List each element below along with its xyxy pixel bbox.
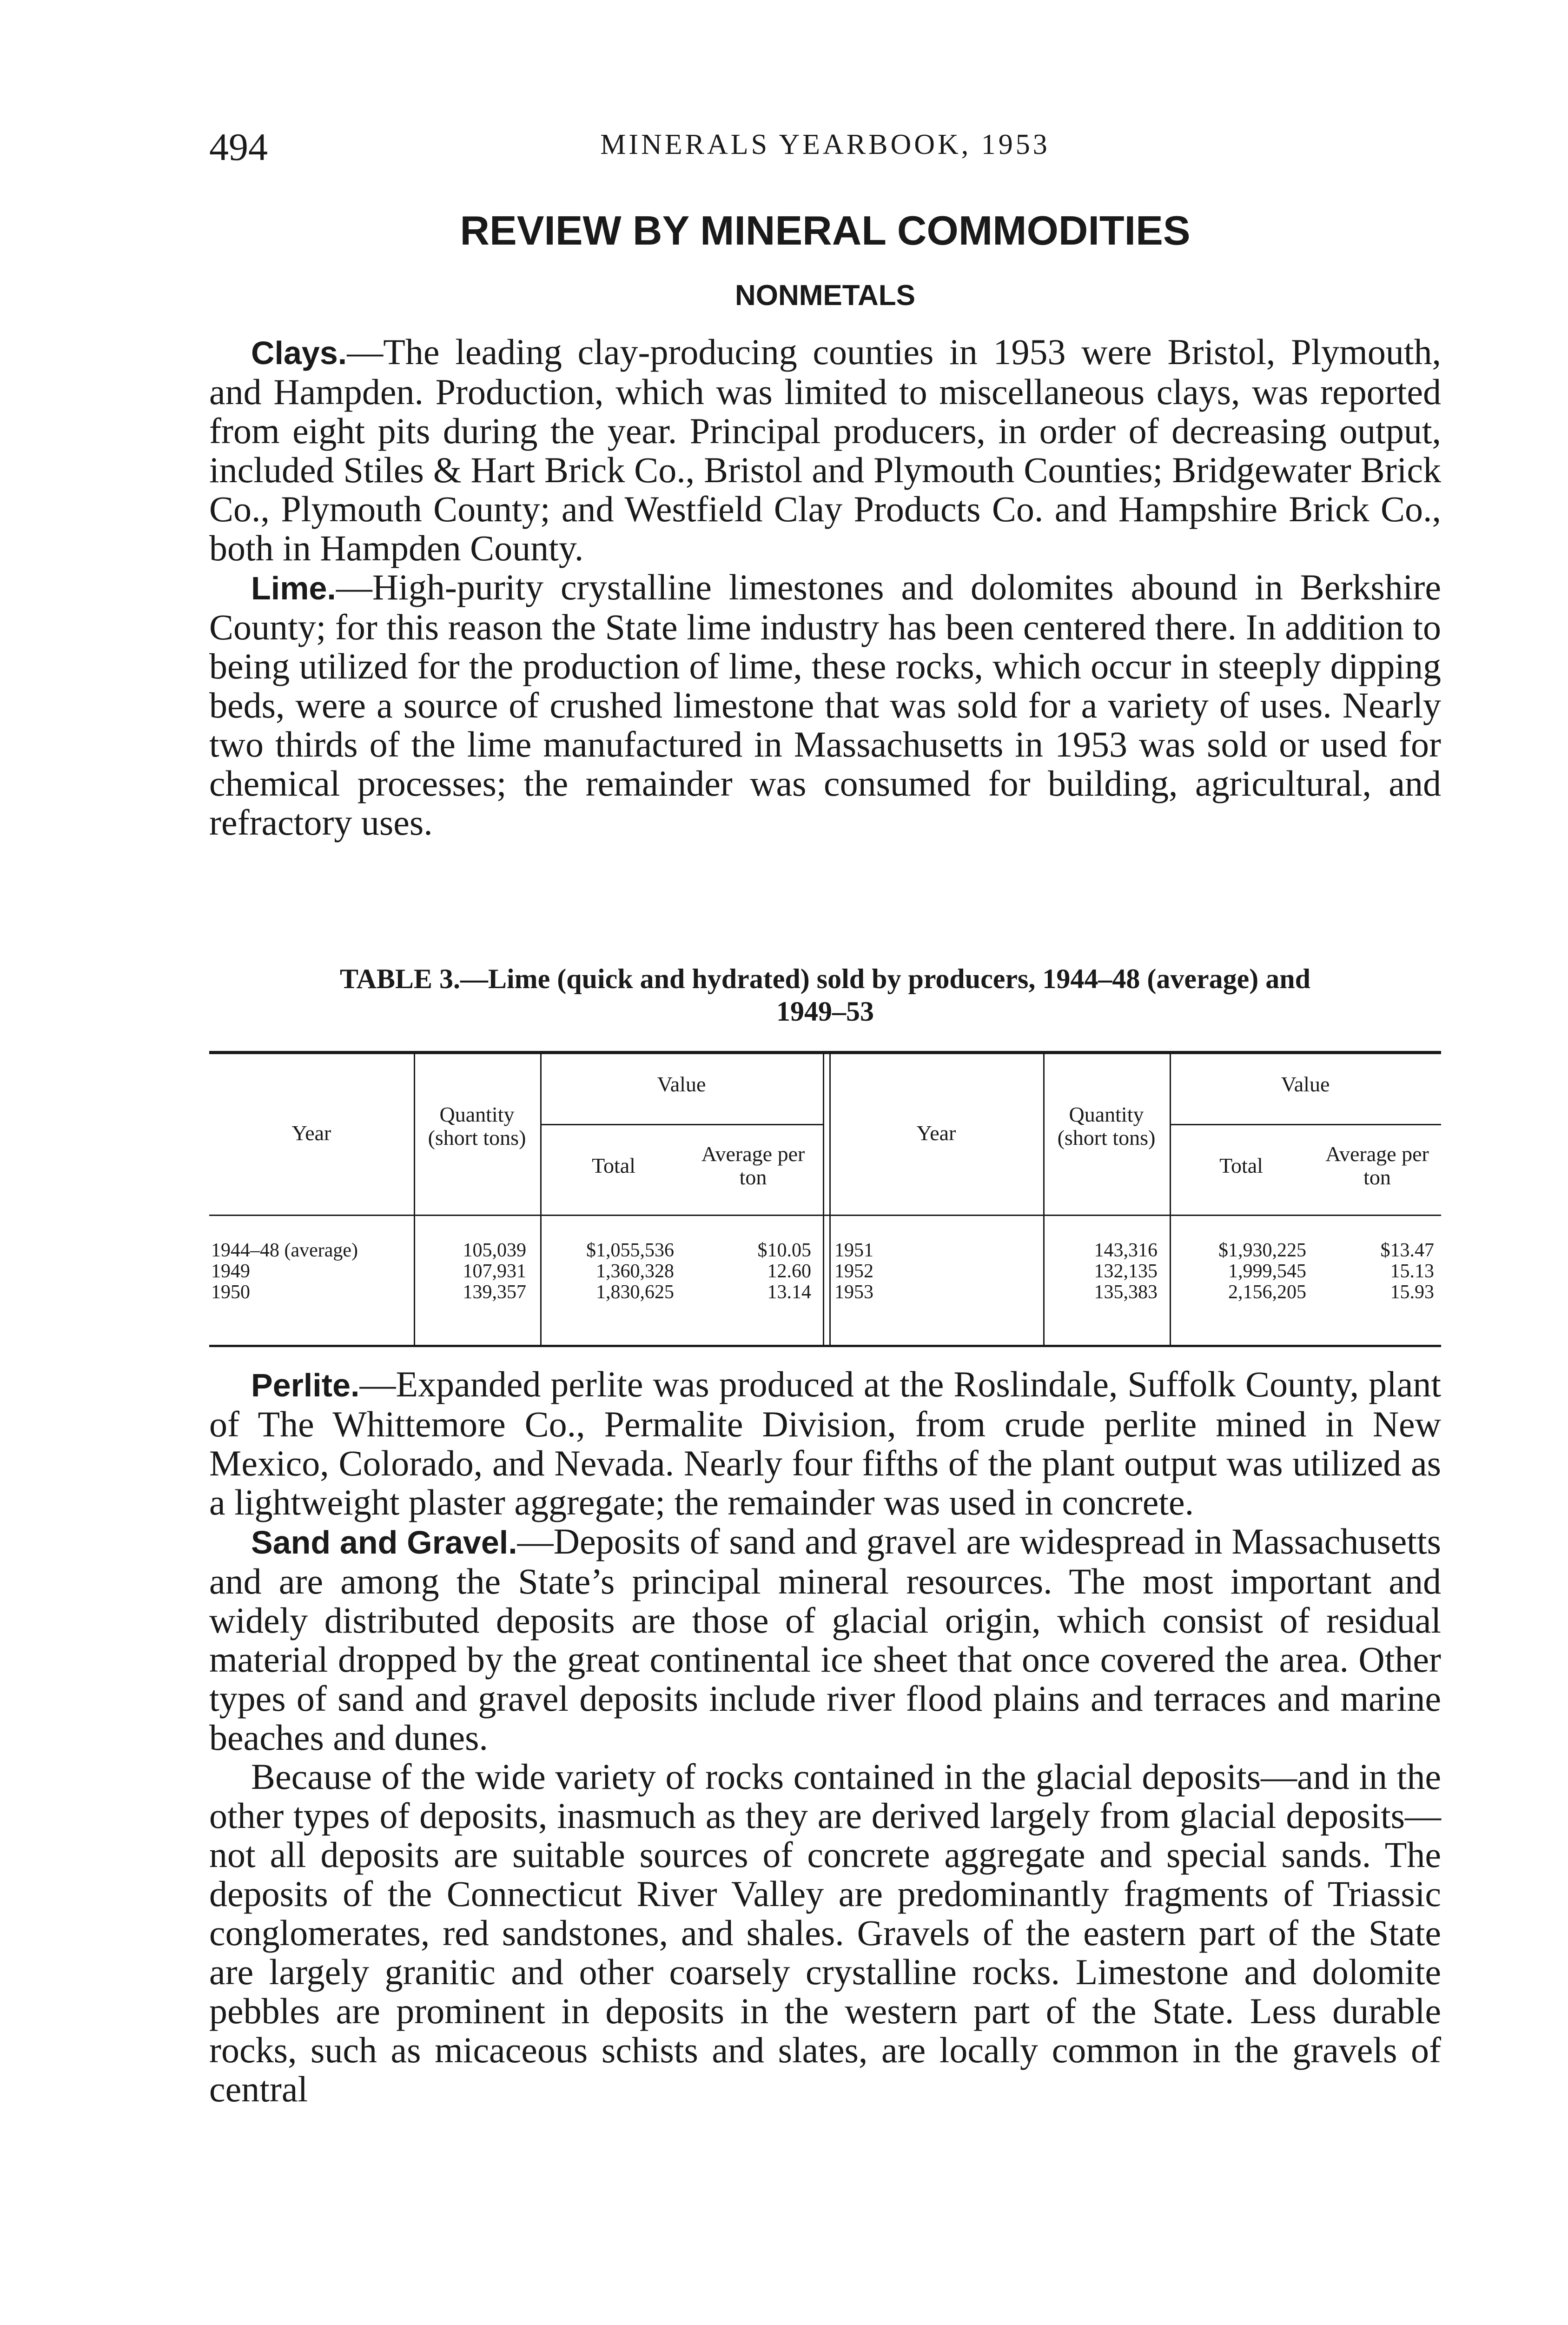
quantity-cell: 132,135	[1094, 1261, 1158, 1282]
total-cell: 1,360,328	[596, 1261, 674, 1282]
year-cell: 1952	[834, 1261, 873, 1282]
paragraph-lead: Perlite.	[251, 1367, 360, 1403]
quantity-cell: 139,357	[463, 1282, 526, 1303]
text-block-upper	[209, 332, 1441, 842]
header-quantity: Quantity (short tons)	[1057, 1103, 1156, 1149]
header-average: Average per ton	[701, 1142, 805, 1189]
average-cell: 13.14	[767, 1282, 811, 1303]
paragraph-text: —The leading clay-producing counties in 1953 were Bristol, Plymouth, and Hampden. Production, which was limited to miscellaneous clays, was reported from eight pits during the year. Principal producers, in order of decreasing output, included Stiles & Hart Brick Co., Bristol and Plymouth Counties; Bridgewater Brick Co., Plymouth County; and Westfield Clay Products Co. and Hampshire Brick Co., both in Hampden County.	[209, 332, 1441, 568]
average-cell: $10.05	[757, 1240, 811, 1261]
quantity-cell: 105,039	[463, 1240, 526, 1261]
quantity-cell: 143,316	[1094, 1240, 1158, 1261]
running-title: MINERALS YEARBOOK, 1953	[600, 129, 1050, 160]
section-subtitle: NONMETALS	[734, 279, 916, 312]
lime-table	[209, 1051, 1441, 1347]
table-rule	[1043, 1054, 1045, 1345]
quantity-cell: 135,383	[1094, 1282, 1158, 1303]
paragraph-lead: Sand and Gravel.	[251, 1524, 517, 1561]
paragraph-text: —High-purity crystalline limestones and dolomites abound in Berkshire County; for this reason the State lime industry has been centered there. In addition to being utilized for the production of lime, these rocks, which occur in steeply dipping beds, were a source of crushed limestone that was sold for a variety of uses. Nearly two thirds of the lime manufactured in Massachusetts in 1953 was sold or used for chemical processes; the remainder was consumed for building, agricultural, and refractory uses.	[209, 567, 1441, 843]
table-rule	[829, 1054, 831, 1345]
header-year: Year	[916, 1121, 956, 1145]
quantity-cell: 107,931	[463, 1261, 526, 1282]
table-rule	[414, 1054, 415, 1345]
average-cell: 15.93	[1390, 1282, 1434, 1303]
total-cell: 2,156,205	[1228, 1282, 1306, 1303]
average-cell: $13.47	[1380, 1240, 1434, 1261]
header-value: Value	[657, 1072, 706, 1096]
average-cell: 15.13	[1390, 1261, 1434, 1282]
paragraph-text: —Deposits of sand and gravel are widespread in Massachusetts and are among the State’s principal mineral resources. The most important and widely distributed deposits are those of glacial origin, which consist of residual material dropped by the great continental ice sheet that once covered the area. Other types of sand and gravel deposits include river flood plains and terraces and marine beaches and dunes.	[209, 1521, 1441, 1758]
paragraph-perlite	[209, 1365, 1441, 1522]
paragraph-text: —Expanded perlite was produced at the Roslindale, Suffolk County, plant of The Whittemore Co., Permalite Division, from crude perlite mined in New Mexico, Colorado, and Nevada. Nearly four fifths of the plant output was utilized as a lightweight plaster aggregate; the remainder was used in concrete.	[209, 1364, 1441, 1522]
header-total: Total	[1219, 1154, 1263, 1177]
table-caption-line: TABLE 3.—Lime (quick and hydrated) sold by producers, 1944–48 (average) and	[340, 963, 1310, 994]
year-cell: 1950	[211, 1282, 250, 1303]
paragraph-sand-gravel	[209, 1522, 1441, 1757]
table-rule	[540, 1054, 542, 1345]
total-cell: $1,055,536	[586, 1240, 674, 1261]
header-value: Value	[1281, 1072, 1330, 1096]
running-head	[209, 125, 1441, 169]
table-rule	[823, 1054, 824, 1345]
table-rule	[1170, 1054, 1171, 1345]
table-caption	[209, 963, 1441, 1028]
paragraph-lead: Lime.	[251, 570, 336, 606]
table-rule	[540, 1124, 823, 1125]
average-cell: 12.60	[767, 1261, 811, 1282]
header-quantity: Quantity (short tons)	[428, 1103, 526, 1149]
year-cell: 1944–48 (average)	[211, 1240, 358, 1261]
total-cell: 1,999,545	[1228, 1261, 1306, 1282]
total-cell: $1,930,225	[1218, 1240, 1306, 1261]
header-year: Year	[291, 1121, 331, 1145]
paragraph-rock-types: Because of the wide variety of rocks contained in the glacial deposits—and in the other types of deposits, inasmuch as they are derived largely from glacial deposits—not all deposits are suitable sources of concrete aggregate and special sands. The deposits of the Connecticut River Valley are predominantly fragments of Triassic conglomerates, red sandstones, and shales. Gravels of the eastern part of the State are largely granitic and other coarsely crystalline rocks. Limestone and dolomite pebbles are prominent in deposits in the western part of the State. Less durable rocks, such as micaceous schists and slates, are locally common in the gravels of central	[209, 1756, 1441, 2109]
paragraph-lead: Clays.	[251, 335, 347, 371]
total-cell: 1,830,625	[596, 1282, 674, 1303]
table-rule	[209, 1215, 1441, 1216]
paragraph-lime	[209, 568, 1441, 842]
year-cell: 1953	[834, 1282, 873, 1303]
header-average: Average per ton	[1325, 1142, 1429, 1189]
section-title: REVIEW BY MINERAL COMMODITIES	[460, 207, 1191, 253]
text-block-lower	[209, 1365, 1441, 2109]
page-number: 494	[209, 126, 268, 169]
header-total: Total	[592, 1154, 635, 1177]
year-cell: 1949	[211, 1261, 250, 1282]
table-caption-line: 1949–53	[776, 996, 874, 1027]
year-cell: 1951	[834, 1240, 873, 1261]
paragraph-clays	[209, 332, 1441, 568]
table-rule	[1170, 1124, 1441, 1125]
